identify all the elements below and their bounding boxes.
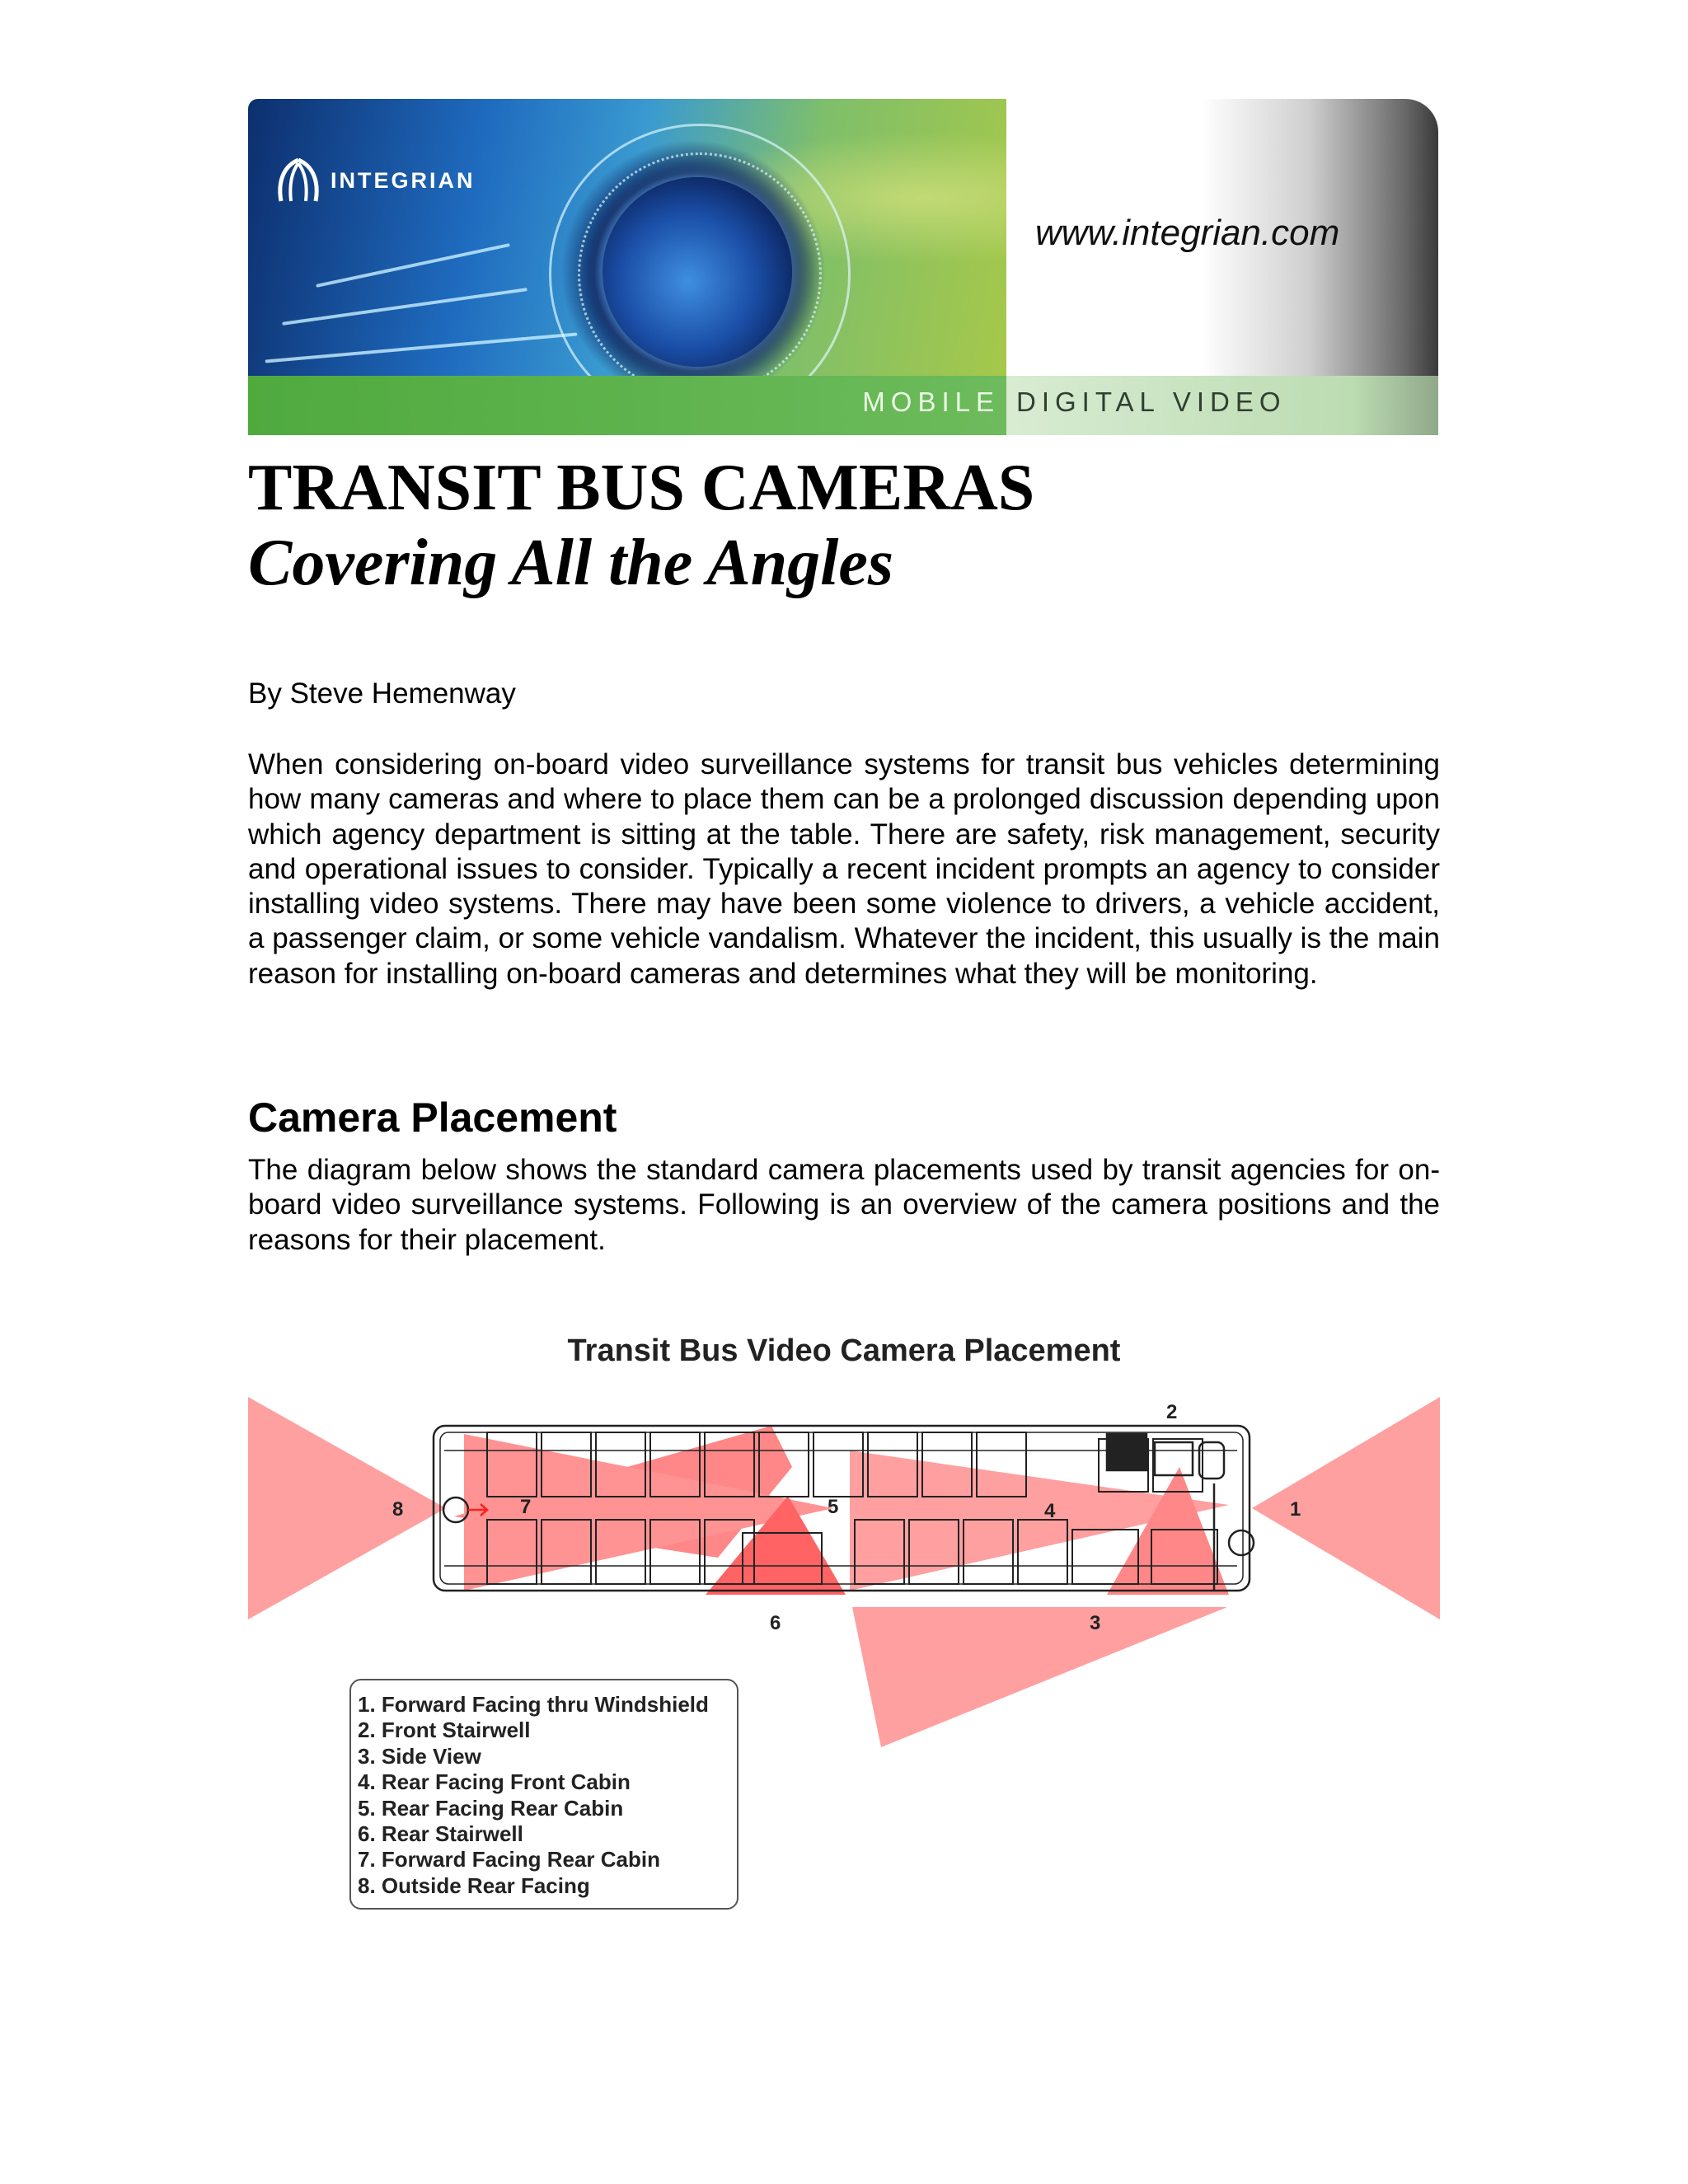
legend-item: 3. Side View — [358, 1743, 481, 1769]
integrian-logo — [273, 155, 476, 206]
legend-item: 6. Rear Stairwell — [358, 1821, 523, 1847]
camera-number-6: 6 — [770, 1612, 781, 1634]
intro-paragraph: When considering on-board video surveillance systems for transit bus vehicles determining how many cameras and where to place them can be a prolonged discussion depending upon which agency department is sitting at the table. There are safety, risk management, security and operational issues to consider. Typically a recent incident prompts an agency to consider installing video systems. There may have been some violence to drivers, a vehicle accident, a passenger claim, or some vehicle vandalism. Whatever the incident, this usually is the main reason for installing on-board cameras and determines what they will be monitoring. — [248, 748, 1440, 990]
diagram-legend — [349, 1679, 738, 1910]
camera-lens-graphic — [603, 177, 792, 367]
legend-item: 1. Forward Facing thru Windshield — [358, 1692, 709, 1717]
camera-number-5: 5 — [828, 1496, 839, 1518]
camera-number-1: 1 — [1290, 1498, 1301, 1521]
diagram-title: Transit Bus Video Camera Placement — [567, 1333, 1121, 1368]
integrian-logo-icon — [273, 155, 324, 206]
legend-item: 7. Forward Facing Rear Cabin — [358, 1847, 660, 1872]
placement-paragraph: The diagram below shows the standard camera placements used by transit agencies for on-board video surveillance systems. Following is an overview of the camera positions and the reasons for their placement. — [248, 1154, 1440, 1256]
camera-number-7: 7 — [520, 1496, 532, 1518]
legend-item: 4. Rear Facing Front Cabin — [358, 1769, 631, 1795]
article-subtitle: Covering All the Angles — [248, 527, 894, 599]
header-banner — [248, 99, 1438, 435]
byline: By Steve Hemenway — [248, 677, 516, 710]
banner-photo — [248, 99, 1006, 376]
coverage-cone-3 — [852, 1607, 1227, 1747]
section-heading: Camera Placement — [248, 1094, 617, 1141]
camera-number-3: 3 — [1090, 1612, 1101, 1634]
camera-placement-diagram — [248, 1319, 1440, 1912]
coverage-cone-2 — [1107, 1467, 1229, 1595]
coverage-cone-8 — [248, 1397, 446, 1619]
legend-item: 8. Outside Rear Facing — [358, 1872, 590, 1898]
logo-text: INTEGRIAN — [331, 167, 476, 193]
legend-item: 2. Front Stairwell — [358, 1718, 531, 1743]
camera-number-8: 8 — [392, 1498, 404, 1521]
legend-item: 5. Rear Facing Rear Cabin — [358, 1795, 624, 1821]
coverage-cone-1 — [1252, 1397, 1440, 1619]
camera-number-4: 4 — [1044, 1500, 1056, 1522]
website-url[interactable]: www.integrian.com — [1035, 213, 1340, 253]
camera-number-2: 2 — [1166, 1401, 1178, 1423]
article-title: TRANSIT BUS CAMERAS — [248, 452, 1035, 524]
strip-label-mobile: MOBILE — [862, 387, 1000, 417]
strip-label-digital-video: DIGITAL VIDEO — [1016, 387, 1287, 417]
